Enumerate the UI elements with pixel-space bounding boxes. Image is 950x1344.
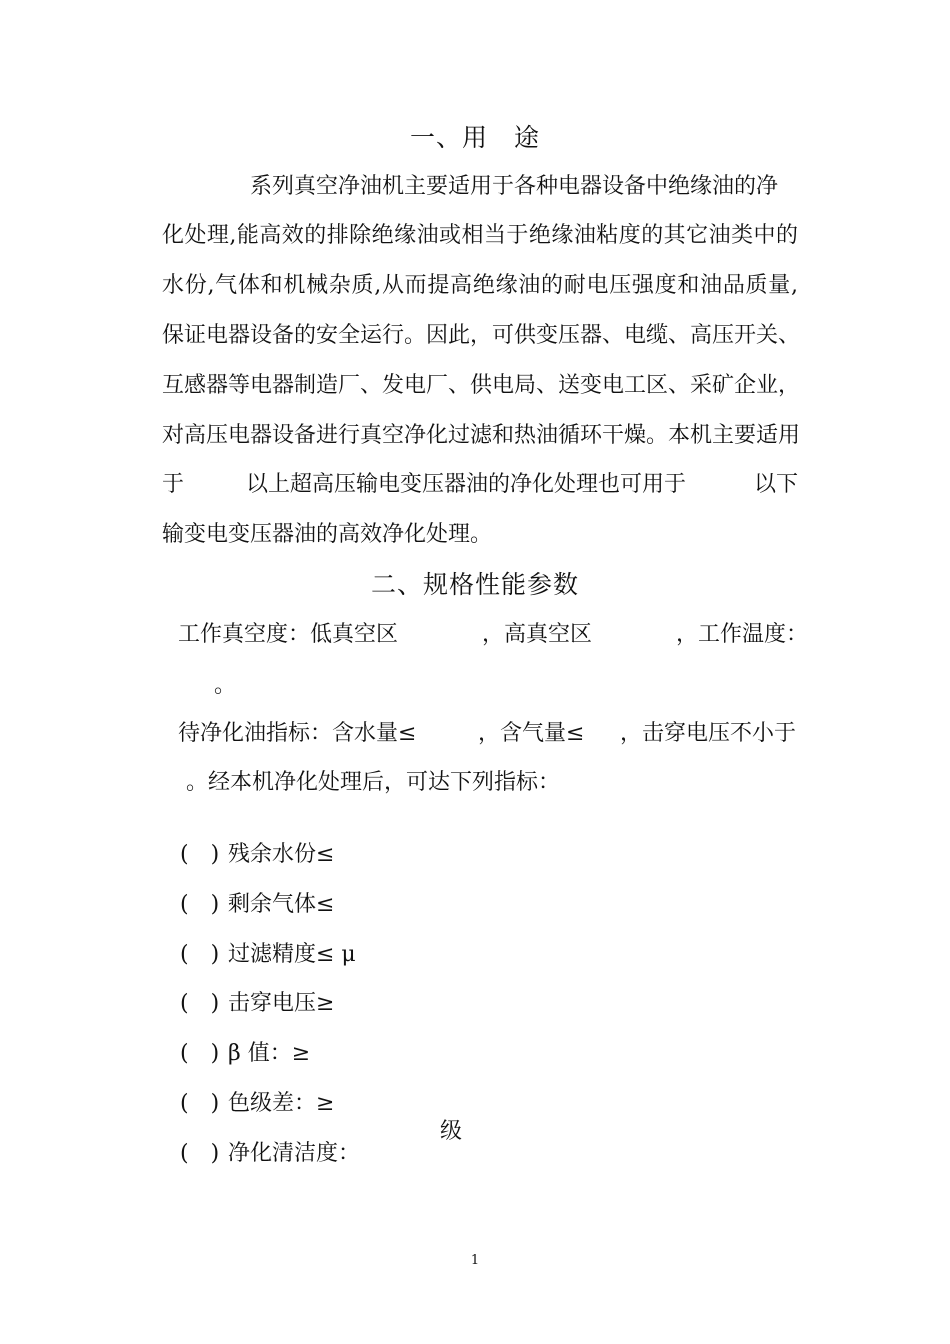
page-number: 1: [470, 1253, 480, 1268]
paragraph-line-7-a: 于: [162, 472, 185, 497]
section-2-title: 二、规格性能参数: [370, 570, 579, 599]
item-number: ( ): [179, 991, 220, 1016]
paragraph-line-1: 系列真空净油机主要适用于各种电器设备中绝缘油的净: [250, 174, 779, 199]
item-text: 净化清洁度：: [227, 1141, 360, 1166]
item-text: β 值：≥: [227, 1041, 311, 1066]
section-1-title: 一、用 途: [409, 123, 540, 152]
paragraph-line-5: 互感器等电器制造厂、发电厂、供电局、送变电工区、采矿企业，: [162, 373, 801, 398]
oil-gas-label: ，含气量≤: [478, 721, 585, 746]
item-number: ( ): [179, 942, 220, 967]
item-number: ( ): [179, 842, 220, 867]
paragraph-line-8: 输变电变压器油的高效净化处理。: [162, 522, 493, 547]
paragraph-line-7-c: 以下: [754, 472, 799, 497]
work-temp-label: ，工作温度：: [676, 622, 809, 647]
item-number: ( ): [179, 1141, 220, 1166]
item-text: 击穿电压≥: [227, 991, 335, 1016]
item-text: 剩余气体≤: [227, 892, 335, 917]
spec-item: [152, 1121, 360, 1187]
paragraph-line-6: 对高压电器设备进行真空净化过滤和热油循环干燥。本机主要适用: [162, 423, 801, 448]
paragraph-line-3: 水份,气体和机械杂质,从而提高绝缘油的耐电压强度和油品质量,: [162, 273, 798, 298]
oil-water-label: 待净化油指标：含水量≤: [178, 721, 417, 746]
cleanliness-grade-suffix: 级: [440, 1119, 463, 1144]
paragraph-line-2: 化处理,能高效的排除绝缘油或相当于绝缘油粘度的其它油类中的: [162, 223, 798, 248]
paragraph-line-4: 保证电器设备的安全运行。因此，可供变压器、电缆、高压开关、: [162, 323, 801, 348]
item-number: ( ): [179, 1041, 220, 1066]
item-text: 过滤精度≤ μ: [227, 942, 356, 967]
paragraph-line-7-b: 以上超高压输电变压器油的净化处理也可用于: [246, 472, 687, 497]
oil-after-label: 。经本机净化处理后，可达下列指标：: [186, 770, 561, 795]
item-number: ( ): [179, 1091, 220, 1116]
vacuum-line-end: 。: [214, 673, 237, 698]
item-text: 残余水份≤: [227, 842, 335, 867]
oil-breakdown-label: ，击穿电压不小于: [620, 721, 797, 746]
item-number: ( ): [179, 892, 220, 917]
item-text: 色级差：≥: [227, 1091, 335, 1116]
high-vacuum-label: ，高真空区: [482, 622, 593, 647]
vacuum-label: 工作真空度：低真空区: [178, 622, 399, 647]
